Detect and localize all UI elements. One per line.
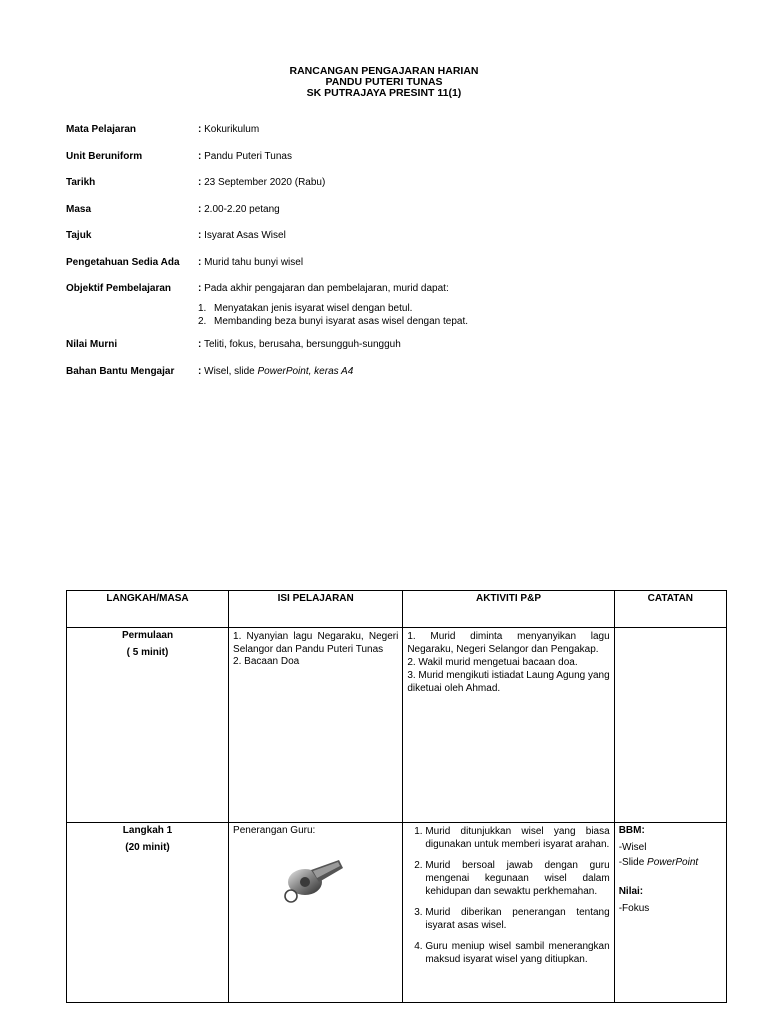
notes-values-item: -Fokus [618,903,650,914]
activity-line: 1. Murid diminta menyanyikan lagu Negaraku, Negeri Selangor dan Pengakap. [407,631,610,655]
colon: : [198,365,202,377]
activity-item: 1. Murid ditunjukkan wisel yang biasa digunakan untuk memberi isyarat arahan. [425,825,609,851]
info-row-values [66,339,726,366]
notes-bbm-heading: BBM: [618,825,645,836]
objective-item [198,316,726,329]
colon: : [198,150,202,162]
header-school: SK PUTRAJAYA PRESINT 11(1) [306,87,462,99]
header-title: RANCANGAN PENGAJARAN HARIAN [289,65,479,77]
notes-values-heading: Nilai: [618,886,644,897]
content-line: Penerangan Guru: [233,825,316,836]
colon: : [198,283,202,294]
notes-text: -Slide [618,857,648,868]
lesson-plan-table [66,590,727,1003]
info-label: Pengetahuan Sedia Ada [66,256,180,268]
info-row-time [66,204,726,231]
table-row [67,823,727,1003]
content-cell [229,823,403,1003]
colon: : [198,177,202,188]
table-header-row [67,591,727,628]
colon: : [198,256,202,268]
colon: : [198,124,202,135]
content-line: 1. Nyanyian lagu Negaraku, Negeri Selangor dan Pandu Puteri Tunas [233,631,399,655]
document-header [0,66,768,99]
info-row-objectives [66,283,726,339]
info-row-subject [66,124,726,151]
info-value: Teliti, fokus, berusaha, bersungguh-sungguh [203,339,401,350]
activity-cell [403,823,614,1003]
activity-line: 2. Wakil murid mengetuai bacaan doa. [407,657,578,668]
info-label: Nilai Murni [66,339,118,350]
activity-list [407,825,609,966]
stage-name: Langkah 1 [122,825,173,836]
whistle-icon [281,852,345,904]
objective-number: 2. [198,315,207,327]
info-label: Tarikh [66,177,96,188]
stage-cell [67,823,229,1003]
info-row-teaching-aids [66,366,726,393]
header-subtitle: PANDU PUTERI TUNAS [325,76,443,88]
info-value: 23 September 2020 (Rabu) [204,177,326,188]
content-cell [229,628,403,823]
notes-cell [614,823,726,1003]
lesson-info [66,124,726,392]
stage-cell [67,628,229,823]
info-label: Tajuk [66,230,92,241]
info-value: 2.00-2.20 petang [204,203,280,215]
column-header: CATATAN [614,591,726,628]
stage-name: Permulaan [121,630,174,641]
column-header: LANGKAH/MASA [67,591,229,628]
notes-bbm-item [619,857,722,868]
colon: : [198,339,202,350]
notes-text-italic: PowerPoint [647,857,699,868]
colon: : [198,203,202,215]
notes-cell [614,628,726,823]
column-header: ISI PELAJARAN [229,591,403,628]
info-label: Unit Beruniform [66,150,143,162]
info-value-italic: PowerPoint, keras A4 [257,365,354,377]
info-label: Masa [66,203,92,215]
objective-number: 1. [198,303,207,314]
info-label: Objektif Pembelajaran [66,283,172,294]
notes-bbm-item: -Wisel [618,842,647,853]
info-value: Murid tahu bunyi wisel [204,256,304,268]
info-row-topic [66,230,726,257]
objective-text: Menyatakan jenis isyarat wisel dengan betul. [214,303,413,314]
objectives-list [198,303,726,328]
info-value: Pandu Puteri Tunas [204,150,292,162]
stage-time: (20 minit) [125,842,170,853]
info-value: Isyarat Asas Wisel [204,230,286,241]
column-header: AKTIVITI P&P [403,591,614,628]
info-label: Bahan Bantu Mengajar [66,365,175,377]
activity-item: 2. Murid bersoal jawab dengan guru mengenai kegunaan wisel dalam kehidupan dan sewaktu perkhemahan. [425,859,609,898]
activity-item: 4. Guru meniup wisel sambil menerangkan maksud isyarat wisel yang ditiupkan. [425,940,609,966]
info-label: Mata Pelajaran [66,124,137,135]
info-value: Pada akhir pengajaran dan pembelajaran, murid dapat: [204,283,449,294]
colon: : [198,230,202,241]
info-row-date [66,177,726,204]
objective-text: Membanding beza bunyi isyarat asas wisel dengan tepat. [214,315,469,327]
info-row-prior-knowledge [66,257,726,284]
info-value: Kokurikulum [204,124,260,135]
objective-item [198,303,726,316]
activity-cell [403,628,614,823]
activity-line: 3. Murid mengikuti istiadat Laung Agung yang diketuai oleh Ahmad. [407,670,610,694]
content-line: 2. Bacaan Doa [233,656,300,667]
activity-item: 3. Murid diberikan penerangan tentang isyarat asas wisel. [425,906,609,932]
info-row-unit [66,151,726,178]
info-value: Wisel, slide [204,365,258,377]
table-row [67,628,727,823]
stage-time: ( 5 minit) [126,647,169,658]
